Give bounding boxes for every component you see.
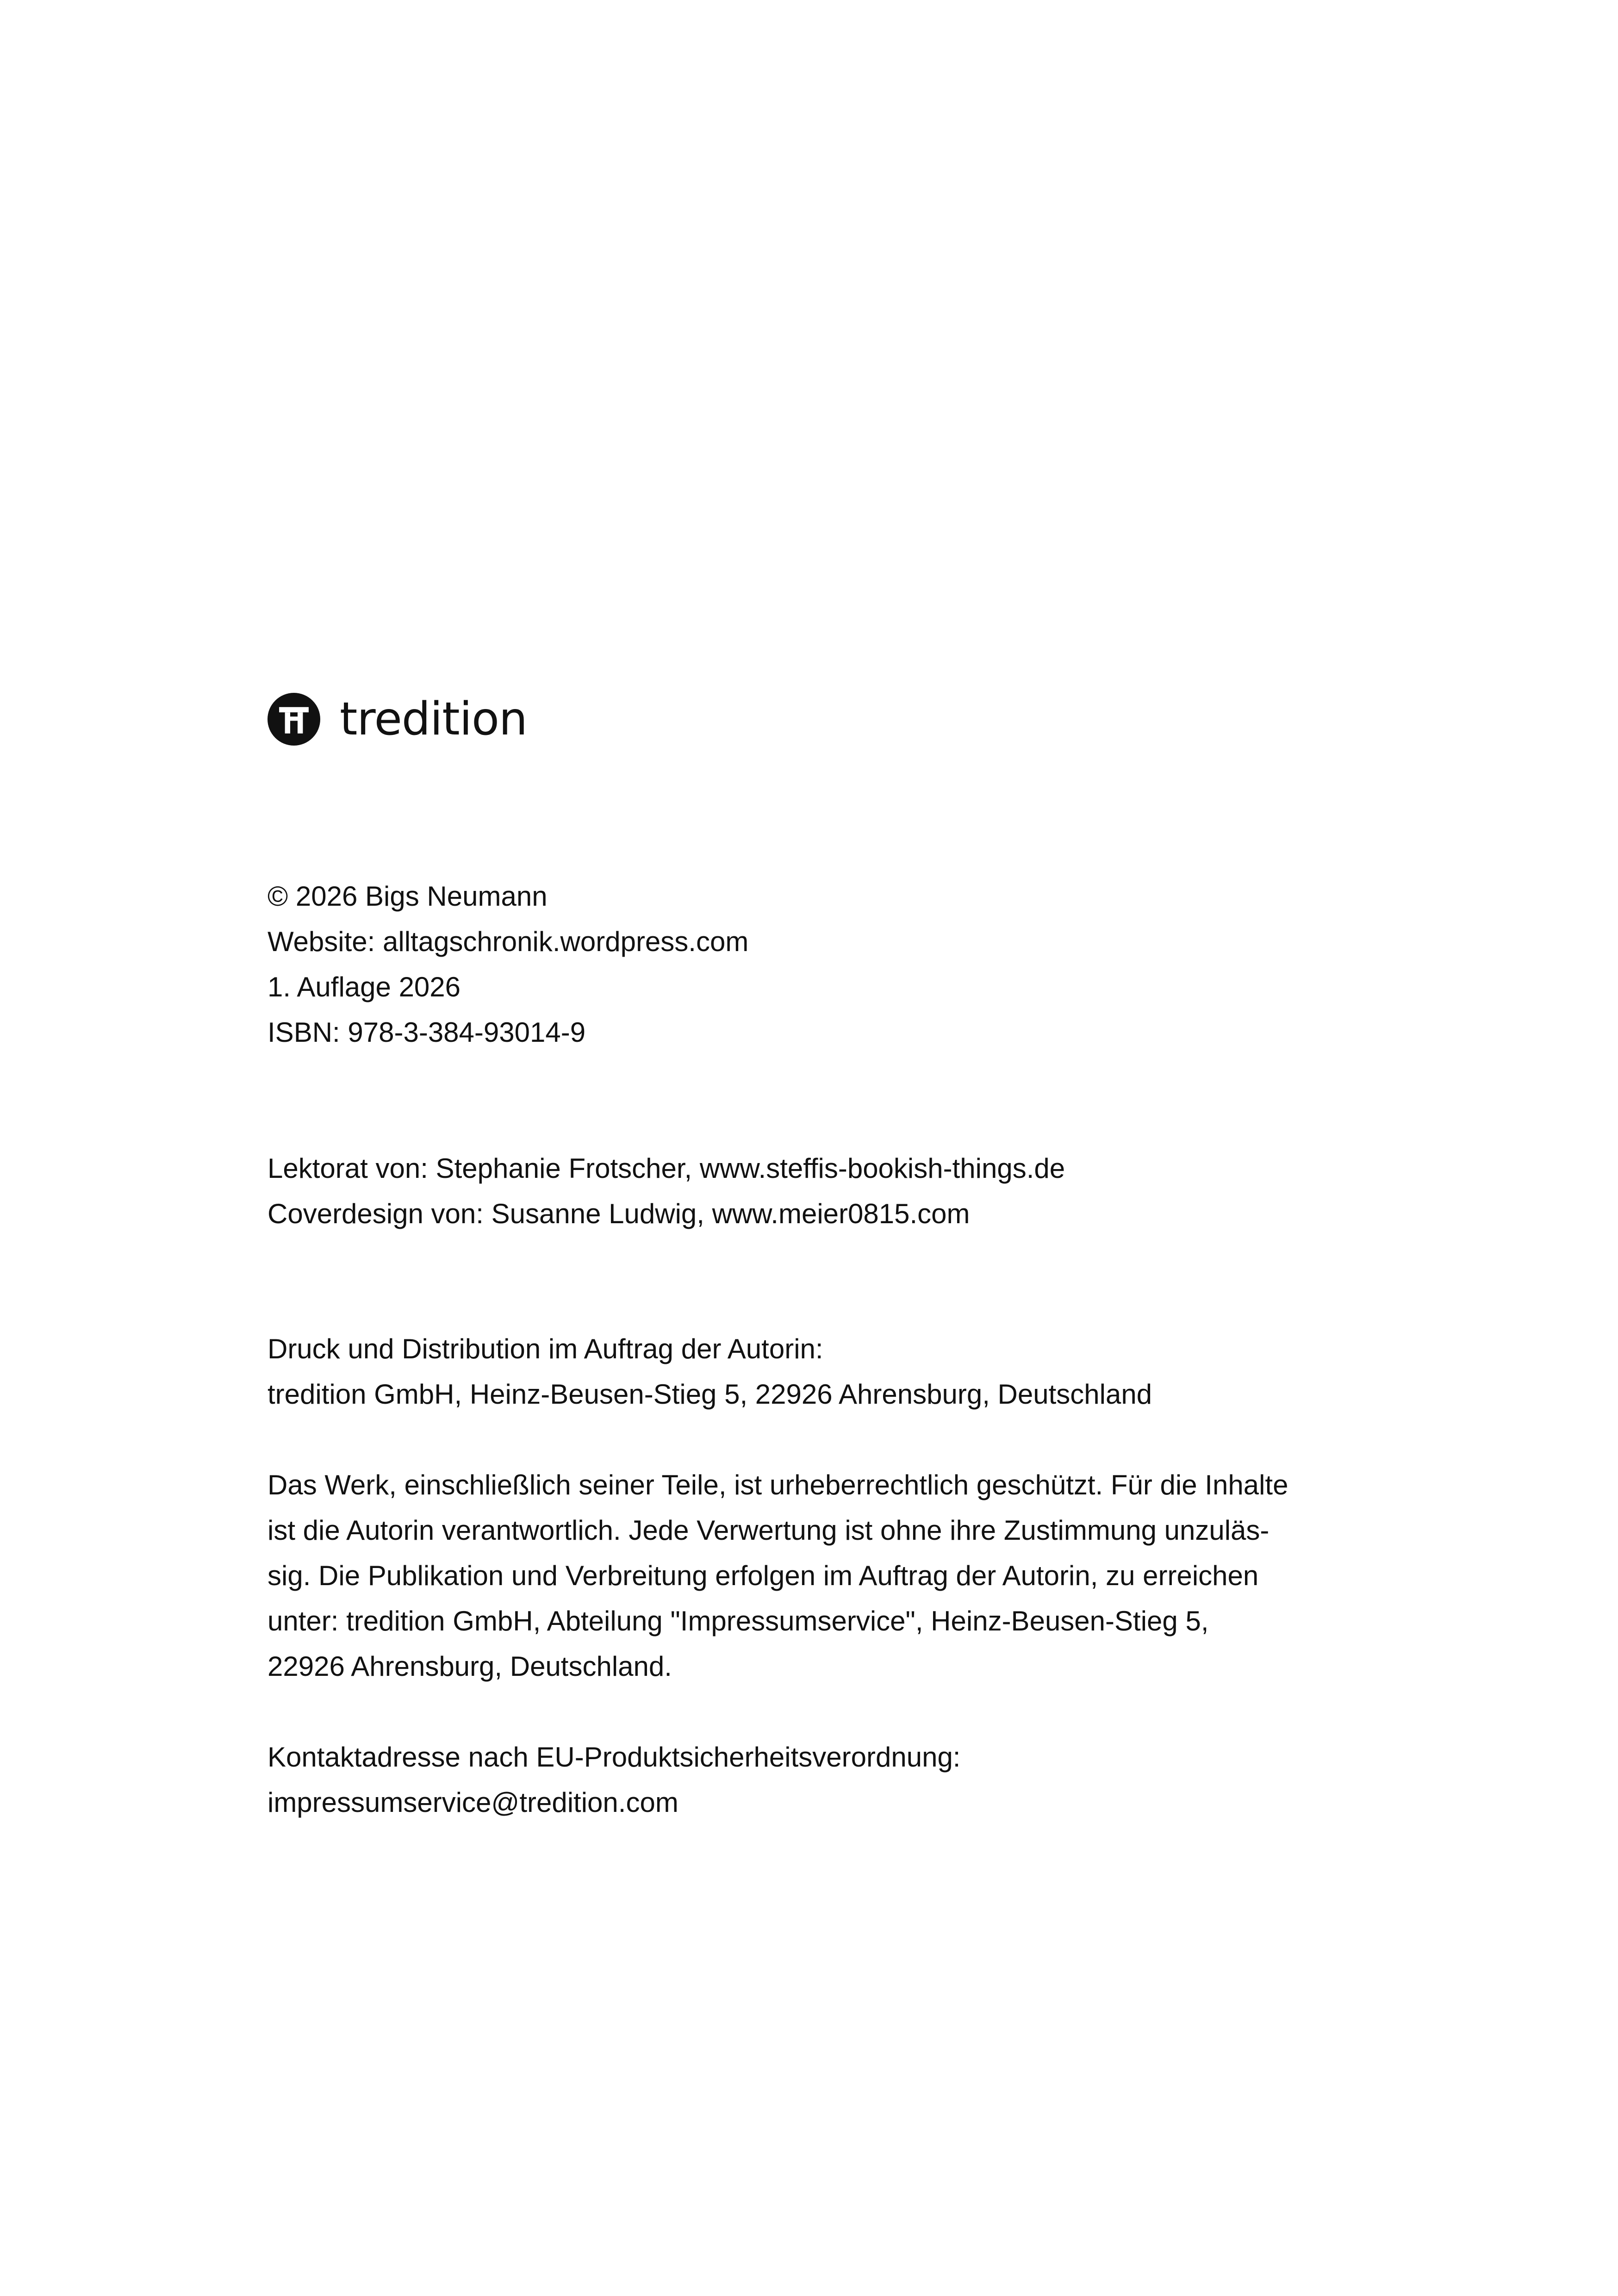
legal-notice-line: Das Werk, einschließlich seiner Teile, ist urheberrechtlich geschützt. Für die Inhalte [268, 1469, 1288, 1500]
contact-label: Kontaktadresse nach EU-Produktsicherheitsverordnung: [268, 1742, 961, 1773]
contact-block [268, 1735, 1360, 1825]
legal-notice-line: sig. Die Publikation und Verbreitung erfolgen im Auftrag der Autorin, zu erreichen [268, 1560, 1259, 1591]
legal-notice-line: 22926 Ahrensburg, Deutschland. [268, 1651, 672, 1682]
tredition-logo-icon [268, 693, 320, 746]
edition-line: 1. Auflage 2026 [268, 971, 461, 1002]
copyright-line: © 2026 Bigs Neumann [268, 881, 548, 912]
publisher-logo [268, 691, 527, 747]
legal-notice-line: ist die Autorin verantwortlich. Jede Verwertung ist ohne ihre Zustimmung unzuläs- [268, 1515, 1270, 1546]
legal-notice-line: unter: tredition GmbH, Abteilung "Impressumservice", Heinz-Beusen-Stieg 5, [268, 1605, 1209, 1636]
print-distribution-block [268, 1326, 1360, 1417]
website-line: Website: alltagschronik.wordpress.com [268, 926, 749, 957]
print-label: Druck und Distribution im Auftrag der Autorin: [268, 1333, 823, 1364]
credits-block [268, 1146, 1360, 1237]
contact-email: impressumservice@tredition.com [268, 1787, 678, 1818]
cover-credit: Coverdesign von: Susanne Ludwig, www.meier0815.com [268, 1198, 970, 1229]
copyright-block [268, 874, 1360, 1055]
editing-credit: Lektorat von: Stephanie Frotscher, www.steffis-bookish-things.de [268, 1153, 1065, 1184]
isbn-line: ISBN: 978-3-384-93014-9 [268, 1017, 586, 1048]
legal-notice-block [268, 1462, 1360, 1689]
publisher-name: tredition [340, 693, 528, 746]
print-address: tredition GmbH, Heinz-Beusen-Stieg 5, 22926 Ahrensburg, Deutschland [268, 1379, 1152, 1410]
